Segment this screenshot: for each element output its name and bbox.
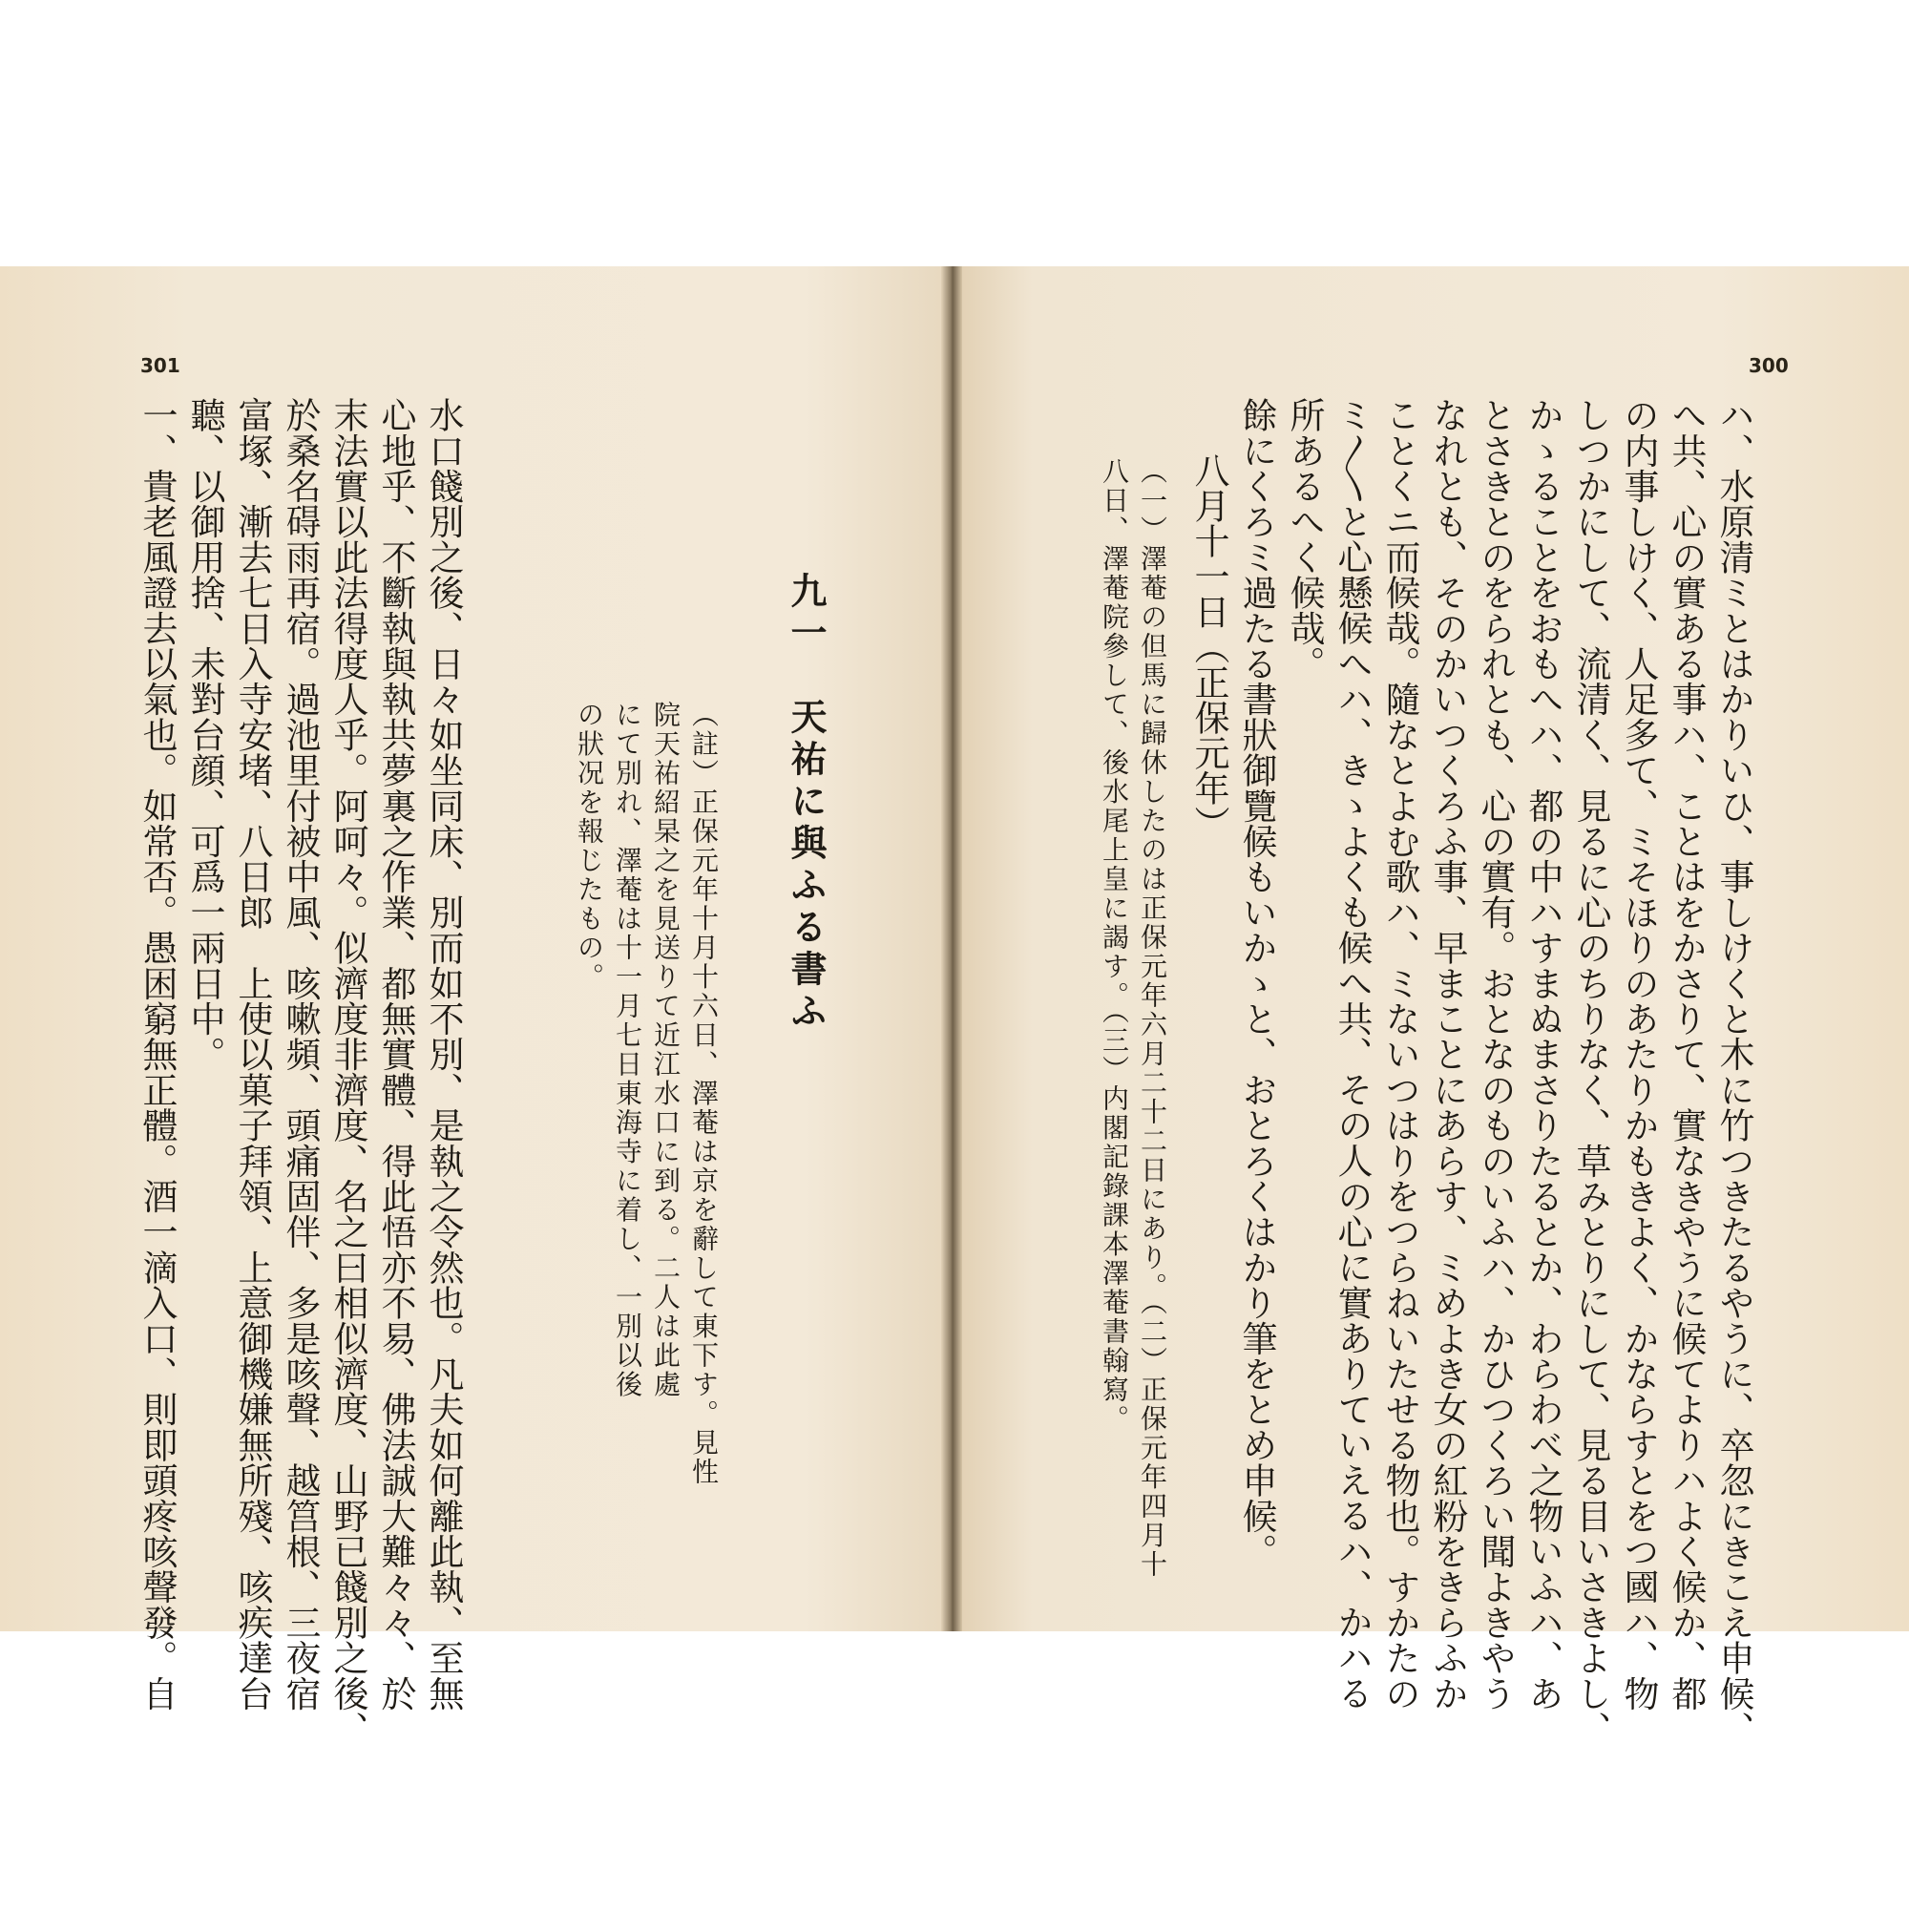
text-column: 所あるへく候哉。 <box>1284 397 1325 682</box>
text-column: の内事しけく、人足多て、ミそほりのあたりかもきよく、かならすとをつ國ハ、物 <box>1618 397 1659 1712</box>
text-column: ミ〳〵と心懸候へハ、きゝよくも候へ共、その人の心に實ありていえるハ、かハる <box>1332 397 1373 1712</box>
text-column: 水口餞別之後、日々如坐同床、別而如不別、是執之令然也。凡夫如何離此執、至無 <box>423 397 464 1712</box>
text-column: なれとも、そのかいつくろふ事、早まことにあらす、ミめよき女の紅粉をきらふか <box>1427 397 1468 1712</box>
book-gutter <box>941 266 962 1631</box>
right-page <box>956 266 1909 1747</box>
text-column: ことくニ而候哉。隨なとよむ歌ハ、ミないつはりをつらねいたせる物也。すかたの <box>1379 397 1420 1712</box>
text-column: 富塚、漸去七日入寺安堵、八日郎 上使以菓子拜領、上意御機嫌無所殘、咳疾達台 <box>232 397 273 1712</box>
text-column: へ共、心の實ある事ハ、ことはをかさりて、實なきやうに候てよりハよく候か、都 <box>1666 397 1707 1712</box>
text-column: かゝることをおもへハ、都の中ハすまぬまさりたるとか、わらわべ之物いふハ、あ <box>1522 397 1563 1712</box>
text-column: 一、貴老風證去以氣也。如常否。愚困窮無正體。酒一滴入口、則即頭疼咳聲發。自 <box>136 397 178 1712</box>
text-column: 末法實以此法得度人乎。阿呵々。似濟度非濟度、名之曰相似濟度、山野已餞別之後、 <box>327 397 368 1747</box>
section-heading: 九一 天祐に與ふる書ふ <box>785 572 828 1034</box>
text-column: 於桑名碍雨再宿。過池里付被中風、咳嗽頻、頭痛固伴、多是咳聲、越筥根、三夜宿 <box>280 397 321 1712</box>
date-line: 八月十一日（正保元年） <box>1188 452 1229 841</box>
open-book <box>0 266 1909 1747</box>
page-number-left: 301 <box>140 354 180 377</box>
page-number-right: 300 <box>1749 354 1789 377</box>
footnote-column: （註）正保元年十月十六日、澤菴は京を辭して東下す。見性 <box>688 701 720 1487</box>
footnote-column: にて別れ、澤菴は十一月七日東海寺に着し、一別以後 <box>612 701 643 1399</box>
text-column: 餘にくろミ過たる書狀御覽候もいかゝと、おとろくはかり筆をとめ申候。 <box>1236 397 1277 1569</box>
footnote-column: の狀况を報じたもの。 <box>574 701 605 992</box>
footnote-column: （一）澤菴の但馬に歸休したのは正保元年六月二十二日にあり。（二）正保元年四月十 <box>1137 457 1168 1580</box>
text-column: ハ、水原清ミとはかりいひ、事しけくと木に竹つきたるやうに、卒忽にきこえ申候、 <box>1713 397 1754 1747</box>
text-column: 心地乎、不斷執與執共夢裏之作業、都無實體、得此悟亦不易、佛法誠大難々々、於 <box>375 397 416 1712</box>
text-column: 聽、以御用捨、未對台顔、可爲一兩日中。 <box>184 397 225 1072</box>
footnote-column: 院天祐紹杲之を見送りて近江水口に到る。二人は此處 <box>650 701 682 1399</box>
left-page <box>0 266 947 1747</box>
text-column: とさきとのをられとも、心の實有。おとなのものいふハ、かひつくろい聞よきやう <box>1475 397 1516 1712</box>
text-column: しつかにして、流清く、見るに心のちりなく、草みとりにして、見る目いさきよし、 <box>1570 397 1611 1747</box>
footnote-column: 八日、澤菴院參して、後水尾上皇に謁す。（三）内閣記錄課本澤菴書翰寫。 <box>1099 457 1130 1434</box>
